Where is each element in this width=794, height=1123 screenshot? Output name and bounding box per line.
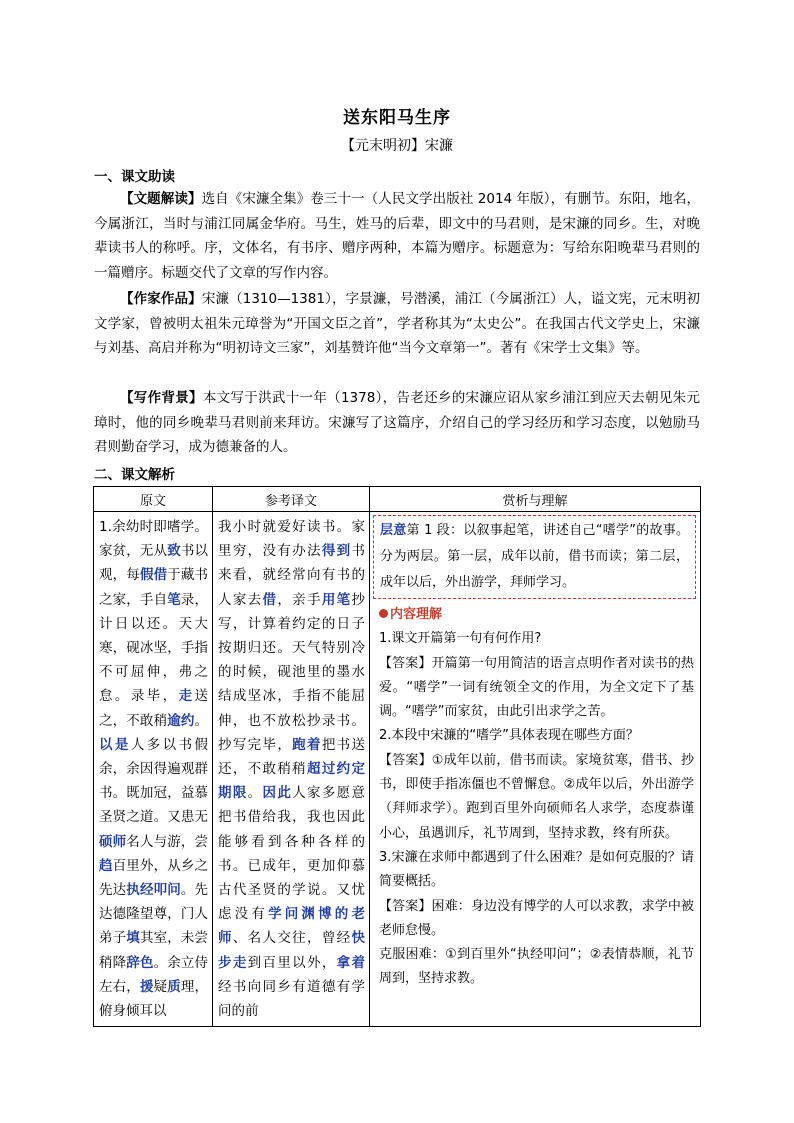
layer-label: 层意 [380, 523, 407, 538]
answer-2: 【答案】①成年以前，借书而读。家境贫寒，借书、抄书，即使手指冻僵也不曾懈怠。②成年以后，外出游学（拜师求学）。跑到百里外向硕师名人求学，态度恭谨小心，虽遇训斥，礼节周到，坚持求教，终有所获。 [379, 752, 694, 841]
original-keyword: 假借 [139, 567, 168, 584]
section-heading-text-analysis: 二、课文解析 [94, 467, 175, 483]
content-heading-label: 内容理解 [390, 607, 443, 622]
analysis-body [370, 603, 700, 998]
translation-keyword: 超过约定期限 [218, 761, 365, 802]
red-dot-icon [379, 609, 388, 618]
header-translation: 参考译文 [213, 487, 370, 512]
translation-keyword: 借 [262, 591, 278, 608]
original-keyword: 执经叩问 [126, 882, 181, 899]
paragraph-text: 本文写于洪武十一年（1378），告老还乡的宋濂应诏从家乡浦江到应天去朝见朱元璋时，他的同乡晚辈马君则前来拜访。宋濂写了这篇序，介绍自己的学习经历和学习态度，以勉励马君则勤奋学习，成为德兼备的人。 [94, 390, 700, 455]
original-keyword: 辞色 [126, 954, 154, 971]
question-3: 3.宋濂在求师中都遇到了什么困难？是如何克服的？请简要概括。 [379, 849, 694, 890]
translation-keyword: 学问渊博的老师 [218, 906, 365, 947]
original-text-run: 。余立侍左右， [99, 954, 209, 995]
translation-text-run: 人家多愿意把书借给我，我也因此能够看到各种各样的书。已成年，更加仰慕古代圣贤的学说。又忧虑没有 [218, 785, 366, 923]
original-keyword: 以是 [99, 736, 131, 753]
answer-1: 【答案】开篇第一句用简洁的语言点明作者对读书的热爱。“嗜学”一词有统领全文的作用，为全文定下了基调。“嗜学”而家贫，由此引出求学之苦。 [379, 655, 694, 720]
table-row [94, 512, 701, 1027]
layer-text: 第 1 段：以叙事起笔，讲述自己“嗜学”的故事。分为两层。第一层，成年以前，借书而读；第二层，成年以后，外出游学，拜师学习。 [380, 523, 689, 590]
original-text-run: 百里外，从乡之先达 [99, 857, 209, 899]
translation-text-run: 书来看，就经常向有书的人家去 [218, 543, 366, 608]
paragraph-tag: 【作家作品】 [120, 291, 202, 307]
analysis-table [93, 486, 701, 1027]
table-header-row [94, 487, 701, 512]
translation-keyword: 用笔 [321, 591, 352, 608]
original-text-run: 理，俯身倾耳以 [99, 978, 209, 1020]
original-text-run: 录，计日以还。天大寒，砚冰坚，手指不可屈伸，弗之怠。录毕， [99, 591, 209, 705]
original-keyword: 援 [139, 978, 154, 995]
answer-3-continued: 克服困难：①到百里外“执经叩问”；②表情恭顺，礼节周到，坚持求教。 [379, 947, 694, 987]
section-heading-reading-guide: 一、课文助读 [94, 169, 175, 185]
answer-3: 【答案】困难：身边没有博学的人可以求教，求学中被老师怠慢。 [379, 898, 694, 938]
original-text-run: 。 [194, 712, 209, 729]
analysis-cell [370, 512, 701, 1027]
original-text-run: 1.余幼时即嗜学。家贫，无从 [99, 519, 208, 560]
original-text-run: 疑 [153, 978, 168, 995]
original-keyword: 致 [167, 543, 181, 560]
original-text-run: 于藏书之家，手自 [99, 567, 209, 608]
translation-text-run: 我小时就爱好读书。家里穷，没有办法 [218, 519, 365, 560]
translation-text-run: 经书向同乡有道德有学问的前 [218, 978, 365, 1020]
original-keyword: 笔 [167, 591, 181, 608]
paragraph-text: 选自《宋濂全集》卷三十一（人民文学出版社 2014 年版），有删节。东阳，地名，今属浙江，当时与浦江同属金华府。马生，姓马的后辈，即文中的马君则，是宋濂的同乡。生，对晚辈读书人的称呼。序，文体名，有书序、赠序两种，本篇为赠序。标题意为：写给东阳晚辈马君则的一篇赠序。标题交代了文章的写作内容。 [94, 191, 700, 281]
original-text-run: 。先达德隆望尊，门人弟子 [99, 882, 209, 947]
original-text-run: 人多以书假余，余因得遍观群书。既加冠，益慕圣贤之道。又患无 [99, 736, 209, 826]
translation-text-run: ，亲手 [277, 591, 322, 608]
original-text-cell [94, 512, 213, 1027]
paragraph-tag: 【文题解读】 [120, 191, 202, 207]
paragraph-title-interpretation [94, 187, 700, 285]
translation-keyword: 因此 [262, 785, 293, 802]
translation-keyword: 得到 [321, 543, 352, 560]
original-keyword: 逾约 [167, 712, 195, 729]
paragraph-text: 宋濂（1310—1381），字景濂，号潜溪，浦江（今属浙江）人，谥文宪，元末明初文学家，曾被明太祖朱元璋誉为“开国文臣之首”，学者称其为“太史公”。在我国古代文学史上，宋濂与刘基、高启并称为“明初诗文三家”，刘基赞许他“当今文章第一”。著有《宋学士文集》等。 [94, 291, 701, 356]
translation-text-cell [213, 512, 370, 1027]
original-keyword: 走 [178, 688, 195, 705]
paragraph-background [94, 386, 700, 460]
translation-keyword: 跑着 [292, 736, 322, 753]
original-keyword: 填 [126, 930, 140, 947]
paragraph-tag: 【写作背景】 [120, 390, 203, 406]
original-text-run: 名人与游，尝 [126, 833, 209, 850]
translation-text-run: 到百里以外， [247, 954, 337, 971]
paragraph-author-works [94, 287, 700, 361]
original-text-run: 送之，不敢稍 [99, 688, 209, 729]
content-understanding-heading [379, 603, 694, 627]
translation-text-run: 、名人交往，曾经 [232, 930, 352, 947]
original-keyword: 硕师 [99, 833, 127, 850]
document-author: 【元末明初】宋濂 [341, 138, 453, 154]
header-analysis: 赏析与理解 [370, 487, 701, 512]
original-keyword: 趋 [99, 857, 113, 874]
original-text-run: 书以观，每 [99, 543, 209, 584]
question-2: 2.本段中宋濂的“嗜学”具体表现在哪些方面？ [379, 728, 639, 744]
translation-keyword: 快步走 [218, 930, 366, 971]
translation-text-run: 抄写，计算着约定的日子按期归还。天气特别冷的时候，砚池里的墨水结成坚冰，手指不能屈伸，也不放松抄录书。抄写完毕， [218, 591, 366, 753]
question-1: 1.课文开篇第一句有何作用? [379, 631, 542, 647]
document-title: 送东阳马生序 [343, 108, 451, 128]
original-text-run: 其室，未尝稍降 [99, 930, 209, 971]
translation-keyword: 拿着 [336, 954, 366, 971]
header-original: 原文 [94, 487, 213, 512]
translation-text-run: 把书送还，不敢稍稍 [218, 736, 366, 778]
layer-summary-box [373, 515, 696, 599]
original-keyword: 质 [167, 978, 181, 995]
translation-text-run: 。 [247, 785, 263, 802]
